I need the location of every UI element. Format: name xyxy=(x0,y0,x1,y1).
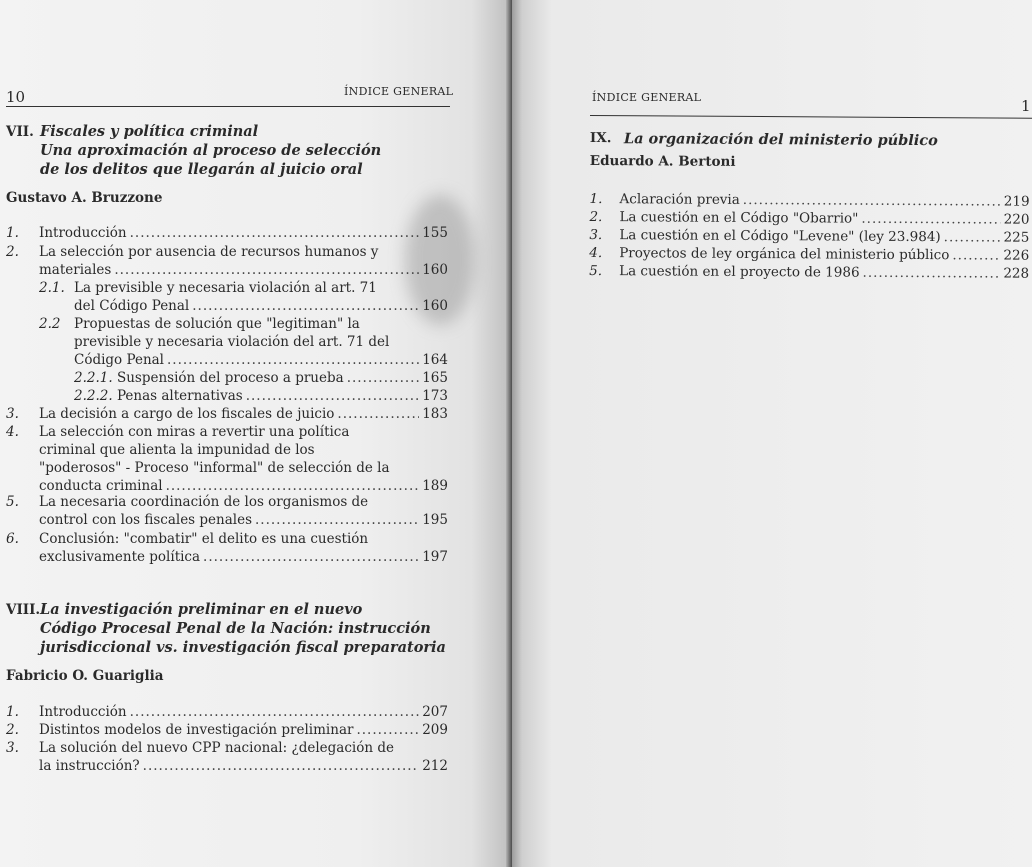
entry-title: Distintos modelos de investigación preliminar xyxy=(39,722,354,738)
toc-entry xyxy=(6,243,448,279)
toc-entry xyxy=(589,262,1029,283)
entry-title: Introducción xyxy=(39,704,127,720)
entry-title: La solución del nuevo CPP nacional: ¿delegación de xyxy=(39,740,394,756)
entry-page: 189 xyxy=(422,478,448,494)
toc-entry xyxy=(6,224,448,242)
leader-dots xyxy=(944,228,1001,246)
entry-page: 197 xyxy=(422,549,448,565)
entry-title: Penas alternativas xyxy=(116,388,243,404)
toc-entry xyxy=(6,703,448,721)
leader-dots xyxy=(130,224,420,242)
entry-number: 1. xyxy=(6,225,19,241)
entry-number: 2.2.1. xyxy=(74,370,113,386)
entry-number: 4. xyxy=(6,424,19,440)
entry-page: 160 xyxy=(422,262,448,278)
entry-number: 2.2.2. xyxy=(74,388,113,404)
leader-dots xyxy=(743,191,1001,211)
entry-page: 173 xyxy=(422,388,448,404)
leader-dots xyxy=(861,210,1000,229)
entry-number: 3. xyxy=(6,740,19,756)
entry-number: 6. xyxy=(6,531,19,547)
leader-dots xyxy=(952,246,1000,264)
entry-number: 3. xyxy=(6,406,19,422)
entry-page: 195 xyxy=(422,512,448,528)
section-number: IX. xyxy=(589,130,612,147)
entry-title: Suspensión del proceso a prueba xyxy=(116,370,344,386)
leader-dots xyxy=(114,261,419,279)
entry-number: 2. xyxy=(6,722,19,738)
page-number: 1 xyxy=(1021,97,1031,115)
entry-page: 225 xyxy=(1003,229,1030,246)
leader-dots xyxy=(255,511,419,529)
entry-number: 5. xyxy=(6,494,19,510)
entry-title: La previsible y necesaria violación al art. 71 xyxy=(74,280,377,296)
toc-entry xyxy=(74,369,448,387)
author-name: Gustavo A. Bruzzone xyxy=(6,190,163,206)
entry-number: 2. xyxy=(589,208,603,226)
leader-dots xyxy=(203,548,419,566)
section-title-line: La investigación preliminar en el nuevo xyxy=(40,601,363,618)
section-title-line: Una aproximación al proceso de selección xyxy=(40,142,382,159)
section-title-line: Código Procesal Penal de la Nación: instrucción xyxy=(40,620,431,637)
toc-entry xyxy=(74,387,448,405)
entry-page: 219 xyxy=(1003,193,1030,210)
entry-number: 5. xyxy=(589,262,603,280)
leader-dots xyxy=(143,757,420,775)
section-title-line: jurisdiccional vs. investigación fiscal preparatoria xyxy=(40,639,446,656)
entry-number: 1. xyxy=(589,190,603,208)
toc-entry xyxy=(39,315,448,369)
entry-title: la instrucción? xyxy=(39,758,140,774)
leader-dots xyxy=(356,721,419,739)
section-title-line: de los delitos que llegarán al juicio oral xyxy=(40,161,363,178)
left-page xyxy=(0,0,512,867)
running-head: ÍNDICE GENERAL xyxy=(592,91,702,104)
entry-title: La selección con miras a revertir una política xyxy=(39,424,350,440)
entry-title: criminal que alienta la impunidad de los xyxy=(39,442,315,458)
entry-page: 226 xyxy=(1003,247,1030,264)
entry-number: 1. xyxy=(6,704,19,720)
section-block xyxy=(589,130,1032,282)
leader-dots xyxy=(337,405,419,423)
leader-dots xyxy=(192,297,419,315)
entry-title: "poderosos" - Proceso "informal" de selección de la xyxy=(39,460,390,476)
entry-title: Código Penal xyxy=(74,352,165,368)
entry-title: Introducción xyxy=(39,225,127,241)
entry-number: 4. xyxy=(589,244,603,262)
leader-dots xyxy=(246,387,420,405)
entry-page: 165 xyxy=(422,370,448,386)
entry-page: 155 xyxy=(422,225,448,241)
entry-title: conducta criminal xyxy=(39,478,163,494)
entry-title: control con los fiscales penales xyxy=(39,512,253,528)
toc-entry xyxy=(6,423,448,495)
entry-page: 183 xyxy=(422,406,448,422)
right-page xyxy=(512,0,1032,867)
entry-title: La necesaria coordinación de los organismos de xyxy=(39,494,369,510)
section-number: VIII. xyxy=(6,602,41,618)
leader-dots xyxy=(167,351,419,369)
entry-title: La selección por ausencia de recursos humanos y xyxy=(39,244,379,260)
entry-page: 164 xyxy=(422,352,448,368)
toc-entry xyxy=(6,493,448,529)
toc-entry xyxy=(39,279,448,315)
toc-entry xyxy=(6,739,448,775)
leader-dots xyxy=(130,703,420,721)
entry-title: exclusivamente política xyxy=(39,549,201,565)
entry-title: La cuestión en el proyecto de 1986 xyxy=(619,263,860,281)
toc-entry xyxy=(6,721,448,739)
toc-entry xyxy=(6,405,448,423)
page-number: 10 xyxy=(6,88,26,106)
entry-page: 220 xyxy=(1003,211,1030,228)
entry-number: 2.2 xyxy=(39,316,61,332)
running-head: ÍNDICE GENERAL xyxy=(344,85,454,98)
section-title-line: La organización del ministerio público xyxy=(623,130,938,150)
author-name: Eduardo A. Bertoni xyxy=(589,152,736,170)
entry-number: 3. xyxy=(589,226,603,244)
leader-dots xyxy=(347,369,420,387)
entry-title: del Código Penal xyxy=(74,298,190,314)
entry-page: 209 xyxy=(422,722,448,738)
entry-title: Aclaración previa xyxy=(619,191,740,208)
entry-page: 160 xyxy=(422,298,448,314)
entry-title: previsible y necesaria violación del art. 71 del xyxy=(74,334,390,350)
entry-number: 2. xyxy=(6,244,19,260)
entry-page: 207 xyxy=(422,704,448,720)
entry-title: materiales xyxy=(39,262,112,278)
entry-page: 212 xyxy=(422,758,448,774)
entry-title: Propuestas de solución que "legitiman" la xyxy=(74,316,360,332)
header-rule xyxy=(6,106,450,107)
leader-dots xyxy=(863,264,1001,283)
entry-number: 2.1. xyxy=(39,280,65,296)
section-number: VII. xyxy=(6,124,34,140)
toc-entry xyxy=(6,530,448,566)
entry-title: La cuestión en el Código "Levene" (ley 23.984) xyxy=(619,227,941,246)
entry-title: Proyectos de ley orgánica del ministerio público xyxy=(619,245,950,264)
entry-title: La cuestión en el Código "Obarrio" xyxy=(619,209,859,227)
header-rule xyxy=(590,115,1032,119)
entry-page: 228 xyxy=(1003,265,1030,282)
author-name: Fabricio O. Guariglia xyxy=(6,668,164,684)
section-title-line: Fiscales y política criminal xyxy=(40,123,259,140)
entry-title: Conclusión: "combatir" el delito es una cuestión xyxy=(39,531,369,547)
entry-title: La decisión a cargo de los fiscales de juicio xyxy=(39,406,335,422)
